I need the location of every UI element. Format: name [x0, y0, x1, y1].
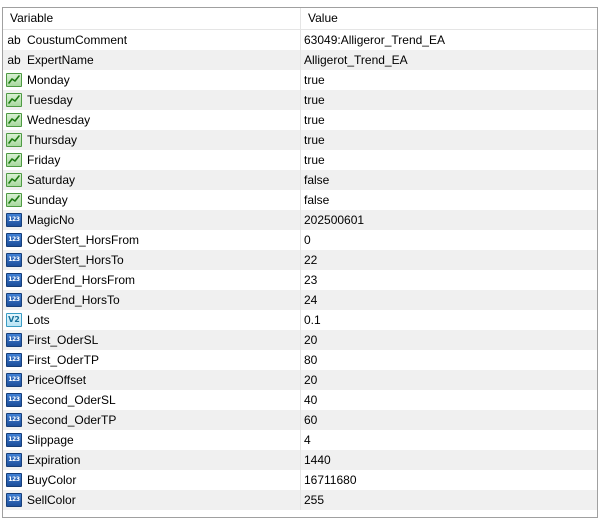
string-icon: ab [7, 33, 21, 47]
param-row[interactable] [3, 430, 597, 450]
param-name: Slippage [27, 433, 74, 447]
param-name: CoustumComment [27, 33, 128, 47]
param-value[interactable]: 24 [304, 293, 318, 307]
param-name: PriceOffset [27, 373, 87, 387]
param-row[interactable] [3, 250, 597, 270]
param-variable-cell[interactable] [3, 230, 301, 250]
param-name: First_OderTP [27, 353, 100, 367]
param-name: Monday [27, 73, 70, 87]
param-row[interactable] [3, 50, 597, 70]
param-variable-cell[interactable] [3, 30, 301, 50]
grid-rows [3, 30, 597, 510]
param-row[interactable] [3, 110, 597, 130]
param-name: OderStert_HorsFrom [27, 233, 140, 247]
param-value[interactable]: true [304, 133, 325, 147]
param-variable-cell[interactable] [3, 410, 301, 430]
bool-icon [6, 93, 22, 107]
integer-icon: 123 [6, 453, 22, 467]
integer-icon: 123 [6, 433, 22, 447]
param-name: MagicNo [27, 213, 75, 227]
param-row[interactable] [3, 90, 597, 110]
param-row[interactable] [3, 30, 597, 50]
integer-icon: 123 [6, 273, 22, 287]
param-value[interactable]: true [304, 153, 325, 167]
param-row[interactable] [3, 70, 597, 90]
param-variable-cell[interactable] [3, 290, 301, 310]
param-name: ExpertName [27, 53, 94, 67]
integer-icon: 123 [6, 493, 22, 507]
param-value[interactable]: true [304, 73, 325, 87]
param-name: SellColor [27, 493, 76, 507]
param-variable-cell[interactable] [3, 190, 301, 210]
param-row[interactable] [3, 410, 597, 430]
param-row[interactable] [3, 470, 597, 490]
param-row[interactable] [3, 350, 597, 370]
param-row[interactable] [3, 190, 597, 210]
param-variable-cell[interactable] [3, 110, 301, 130]
param-row[interactable] [3, 370, 597, 390]
param-name: Thursday [27, 133, 78, 147]
param-value[interactable]: Alligerot_Trend_EA [304, 53, 408, 67]
integer-icon: 123 [6, 373, 22, 387]
param-name: OderStert_HorsTo [27, 253, 124, 267]
bool-icon [6, 113, 22, 127]
param-variable-cell[interactable] [3, 250, 301, 270]
param-row[interactable] [3, 210, 597, 230]
variable-column-header[interactable]: Variable [3, 8, 301, 29]
bool-icon [6, 153, 22, 167]
string-icon: ab [7, 53, 21, 67]
param-value[interactable]: 202500601 [304, 213, 365, 227]
param-name: Saturday [27, 173, 76, 187]
param-name: Tuesday [27, 93, 73, 107]
param-variable-cell[interactable] [3, 130, 301, 150]
param-name: BuyColor [27, 473, 77, 487]
param-value[interactable]: 0 [304, 233, 311, 247]
param-row[interactable] [3, 270, 597, 290]
integer-icon: 123 [6, 253, 22, 267]
param-name: Expiration [27, 453, 81, 467]
param-value[interactable]: 63049:Alligeror_Trend_EA [304, 33, 445, 47]
param-value[interactable]: 1440 [304, 453, 331, 467]
param-value[interactable]: true [304, 113, 325, 127]
param-row[interactable] [3, 170, 597, 190]
param-variable-cell[interactable] [3, 430, 301, 450]
bool-icon [6, 193, 22, 207]
param-value[interactable]: 4 [304, 433, 311, 447]
integer-icon: 123 [6, 333, 22, 347]
param-name: First_OderSL [27, 333, 99, 347]
param-row[interactable] [3, 230, 597, 250]
integer-icon: 123 [6, 353, 22, 367]
param-variable-cell[interactable] [3, 370, 301, 390]
param-value[interactable]: 0.1 [304, 313, 321, 327]
param-name: Second_OderTP [27, 413, 117, 427]
bool-icon [6, 73, 22, 87]
param-value[interactable]: false [304, 193, 330, 207]
param-value[interactable]: true [304, 93, 325, 107]
param-variable-cell[interactable] [3, 390, 301, 410]
param-value[interactable]: 255 [304, 493, 325, 507]
param-name: Friday [27, 153, 61, 167]
param-value[interactable]: 40 [304, 393, 318, 407]
integer-icon: 123 [6, 233, 22, 247]
value-column-header[interactable]: Value [308, 11, 338, 25]
grid-header [3, 8, 597, 30]
param-row[interactable] [3, 490, 597, 510]
param-variable-cell[interactable] [3, 150, 301, 170]
param-variable-cell[interactable] [3, 270, 301, 290]
param-variable-cell[interactable] [3, 50, 301, 70]
param-variable-cell[interactable] [3, 90, 301, 110]
param-row[interactable] [3, 130, 597, 150]
param-value[interactable]: 20 [304, 373, 318, 387]
param-variable-cell[interactable] [3, 490, 301, 510]
param-row[interactable] [3, 310, 597, 330]
param-variable-cell[interactable] [3, 70, 301, 90]
param-variable-cell[interactable] [3, 350, 301, 370]
param-name: Lots [27, 313, 50, 327]
param-variable-cell[interactable] [3, 170, 301, 190]
param-name: OderEnd_HorsFrom [27, 273, 136, 287]
param-row[interactable] [3, 290, 597, 310]
param-name: Wednesday [27, 113, 91, 127]
param-value[interactable]: 80 [304, 353, 318, 367]
param-value[interactable]: 20 [304, 333, 318, 347]
integer-icon: 123 [6, 393, 22, 407]
param-variable-cell[interactable] [3, 210, 301, 230]
inputs-parameter-grid [2, 7, 598, 518]
param-value[interactable]: 23 [304, 273, 318, 287]
param-value[interactable]: 60 [304, 413, 318, 427]
double-icon: V2 [6, 313, 22, 327]
param-variable-cell[interactable] [3, 470, 301, 490]
param-value[interactable]: 16711680 [304, 473, 357, 487]
param-value[interactable]: false [304, 173, 330, 187]
param-name: Second_OderSL [27, 393, 116, 407]
param-value[interactable]: 22 [304, 253, 318, 267]
param-row[interactable] [3, 150, 597, 170]
integer-icon: 123 [6, 413, 22, 427]
bool-icon [6, 173, 22, 187]
integer-icon: 123 [6, 473, 22, 487]
param-variable-cell[interactable] [3, 450, 301, 470]
integer-icon: 123 [6, 293, 22, 307]
param-name: Sunday [27, 193, 68, 207]
bool-icon [6, 133, 22, 147]
param-name: OderEnd_HorsTo [27, 293, 120, 307]
param-row[interactable] [3, 390, 597, 410]
param-row[interactable] [3, 450, 597, 470]
param-variable-cell[interactable] [3, 330, 301, 350]
param-variable-cell[interactable] [3, 310, 301, 330]
integer-icon: 123 [6, 213, 22, 227]
param-row[interactable] [3, 330, 597, 350]
